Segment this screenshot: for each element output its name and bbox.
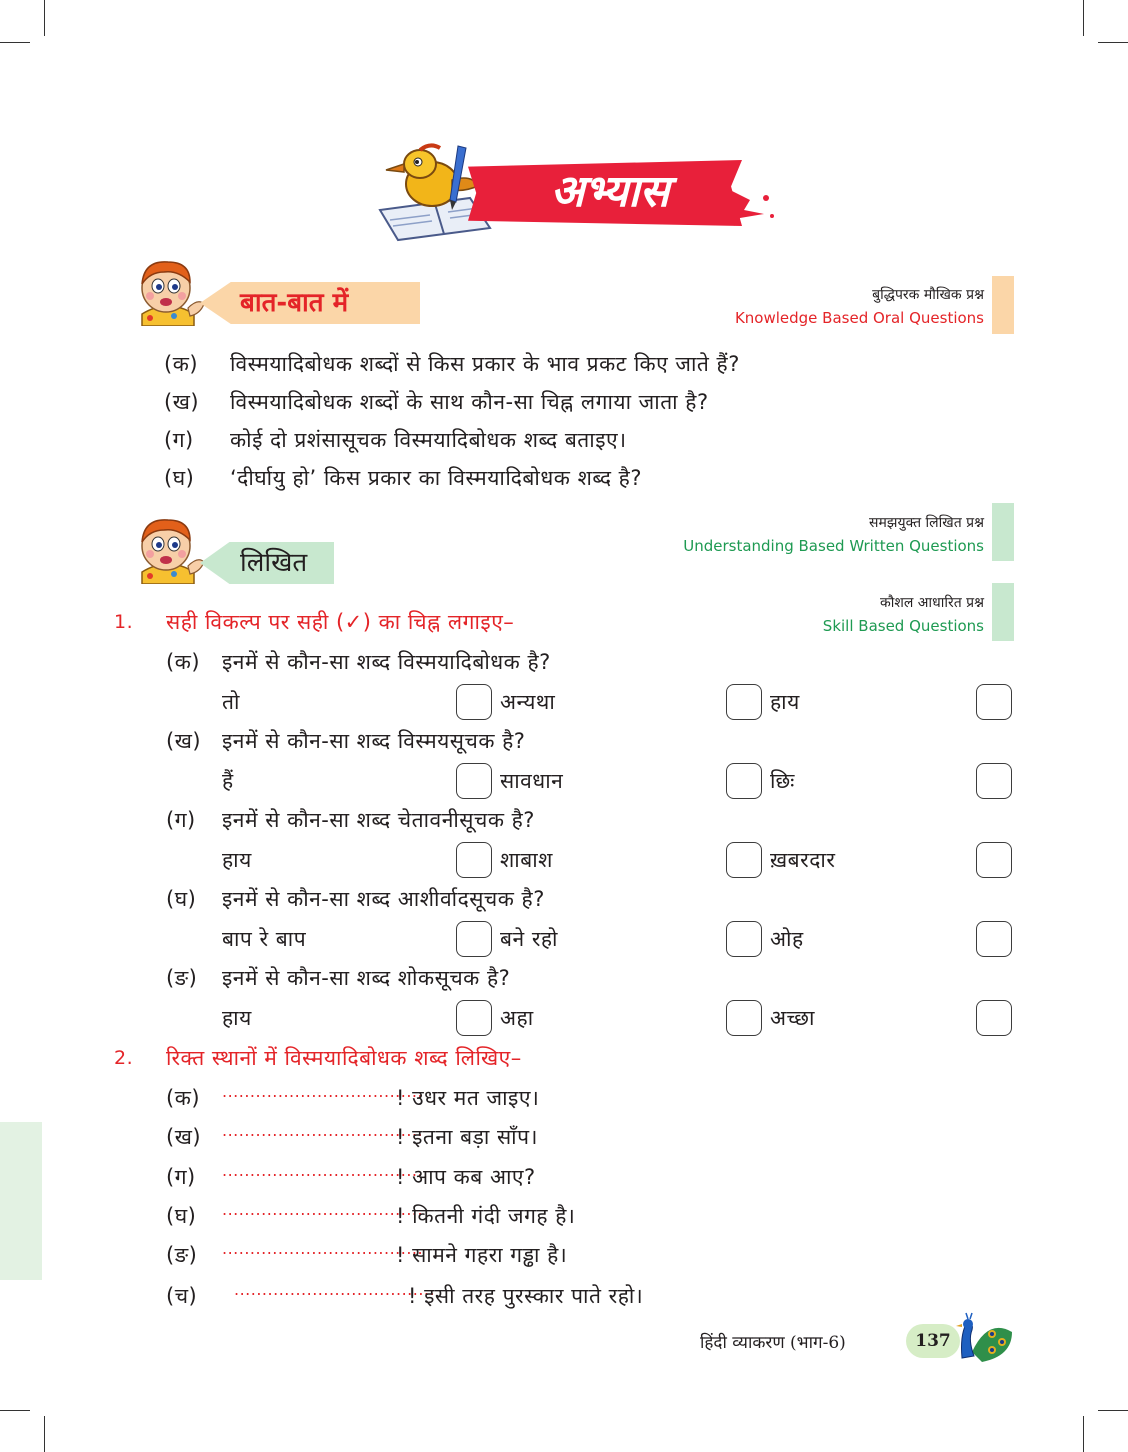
q1-item-1 [166,727,1026,807]
q2-text: ! आप कब आए? [396,1165,536,1189]
q1-marker: (ख) [166,729,202,753]
q2-item-5 [166,1282,786,1312]
question-text: कोई दो प्रशंसासूचक विस्मयादिबोधक शब्द बताइए। [230,428,627,452]
q1-checkbox[interactable] [726,684,762,720]
q2-text: ! उधर मत जाइए। [396,1086,540,1110]
q1-checkbox[interactable] [456,684,492,720]
q2-item-0 [166,1084,766,1114]
q1-question: इनमें से कौन-सा शब्द शोकसूचक है? [222,966,511,990]
crop-mark [0,1410,30,1411]
oral-label-hi: बुद्धिपरक मौखिक प्रश्न [872,287,984,303]
q2-marker: (घ) [166,1204,197,1228]
q2-marker: (च) [166,1284,198,1308]
header-banner [360,140,780,250]
q1-question: इनमें से कौन-सा शब्द विस्मयसूचक है? [222,729,526,753]
q1-option: हाय [770,690,800,714]
oral-label-tab [992,276,1014,334]
section-title-oral: बात-बात में [240,288,349,318]
q1-checkbox[interactable] [976,842,1012,878]
q1-checkbox[interactable] [456,1000,492,1036]
q1-option: शाबाश [500,848,553,872]
q1-option: हैं [222,769,234,793]
q1-option: बने रहो [500,927,559,951]
q1-item-4 [166,964,1026,1044]
q2-marker: (ख) [166,1125,202,1149]
q1-checkbox[interactable] [976,684,1012,720]
q1-option: अन्यथा [500,690,556,714]
oral-question-0 [164,350,740,378]
q1-checkbox[interactable] [726,763,762,799]
q2-instruction: रिक्त स्थानों में विस्मयादिबोधक शब्द लिखिए– [166,1046,522,1070]
q2-text: ! इसी तरह पुरस्कार पाते रहो। [408,1284,644,1308]
q1-item-0 [166,648,1026,728]
written-label2-en: Skill Based Questions [822,617,984,635]
q1-instruction: सही विकल्प पर सही (✓) का चिह्न लगाइए– [166,610,515,634]
boy-mascot-icon [128,254,208,326]
q1-checkbox[interactable] [976,921,1012,957]
footer-book-title: हिंदी व्याकरण (भाग-6) [700,1333,846,1353]
page-title: अभ्यास [550,166,670,217]
q1-checkbox[interactable] [976,1000,1012,1036]
q2-item-3 [166,1202,766,1232]
q2-blank[interactable]: .................................... [222,1239,424,1258]
q1-option: ओह [770,927,804,951]
q2-blank[interactable]: .................................... [222,1200,424,1219]
q1-number: 1. [114,611,134,633]
written-label2-hi: कौशल आधारित प्रश्न [879,595,984,611]
q1-checkbox[interactable] [456,763,492,799]
peacock-icon [952,1312,1014,1368]
splash-decoration [730,180,780,230]
q2-blank[interactable]: .................................... [234,1280,436,1299]
page-number: 137 [915,1331,951,1351]
q1-option: बाप रे बाप [222,927,307,951]
q2-item-4 [166,1241,766,1271]
q1-option: ख़बरदार [770,848,836,872]
q1-marker: (ग) [166,808,196,832]
q2-marker: (ङ) [166,1243,198,1267]
q2-marker: (ग) [166,1165,196,1189]
oral-question-2 [164,426,627,454]
q1-option: सावधान [500,769,564,793]
q1-checkbox[interactable] [726,1000,762,1036]
crop-mark [1098,42,1128,43]
crop-mark [44,0,45,36]
side-tab [0,1122,42,1280]
written-label1-hi: समझयुक्त लिखित प्रश्न [869,515,984,531]
crop-mark [1083,0,1084,36]
q1-option: तो [222,690,240,714]
question-text: ‘दीर्घायु हो’ किस प्रकार का विस्मयादिबोधक शब्द है? [230,466,642,490]
written-label1-en: Understanding Based Written Questions [683,537,984,555]
q1-checkbox[interactable] [456,842,492,878]
q1-marker: (ङ) [166,966,198,990]
q2-item-2 [166,1163,766,1193]
q1-marker: (घ) [166,887,197,911]
written-label1-tab [992,503,1014,561]
q2-marker: (क) [166,1086,201,1110]
question-text: विस्मयादिबोधक शब्दों से किस प्रकार के भाव प्रकट किए जाते हैं? [230,352,740,376]
q1-question: इनमें से कौन-सा शब्द विस्मयादिबोधक है? [222,650,551,674]
section-title-written: लिखित [240,548,308,578]
q1-marker: (क) [166,650,201,674]
written-label2-tab [992,583,1014,641]
q2-blank[interactable]: .................................... [222,1121,424,1140]
crop-mark [0,42,30,43]
oral-question-3 [164,464,642,492]
q1-option: अहा [500,1006,534,1030]
question-marker: (घ) [164,466,195,490]
q2-number: 2. [114,1047,134,1069]
oral-label-en: Knowledge Based Oral Questions [734,309,984,327]
q2-item-1 [166,1123,766,1153]
q1-option: छिः [770,769,795,793]
boy-mascot-icon [128,512,208,584]
q2-text: ! सामने गहरा गड्ढा है। [396,1243,568,1267]
q2-blank[interactable]: .................................... [222,1161,424,1180]
q2-text: ! इतना बड़ा साँप। [396,1125,539,1149]
question-marker: (क) [164,352,199,376]
q1-checkbox[interactable] [726,842,762,878]
q1-option: अच्छा [770,1006,815,1030]
crop-mark [1098,1410,1128,1411]
question-marker: (ग) [164,428,194,452]
q1-option: हाय [222,848,252,872]
q1-checkbox[interactable] [726,921,762,957]
q1-question: इनमें से कौन-सा शब्द चेतावनीसूचक है? [222,808,535,832]
q2-text: ! कितनी गंदी जगह है। [396,1204,576,1228]
crop-mark [1083,1416,1084,1452]
q1-checkbox[interactable] [456,921,492,957]
q1-item-2 [166,806,1026,886]
question-marker: (ख) [164,390,200,414]
q1-question: इनमें से कौन-सा शब्द आशीर्वादसूचक है? [222,887,545,911]
q1-item-3 [166,885,1026,965]
crop-mark [44,1416,45,1452]
q2-blank[interactable]: .................................... [222,1082,424,1101]
question-text: विस्मयादिबोधक शब्दों के साथ कौन-सा चिह्न लगाया जाता है? [230,390,709,414]
oral-question-1 [164,388,709,416]
q1-option: हाय [222,1006,252,1030]
q1-checkbox[interactable] [976,763,1012,799]
